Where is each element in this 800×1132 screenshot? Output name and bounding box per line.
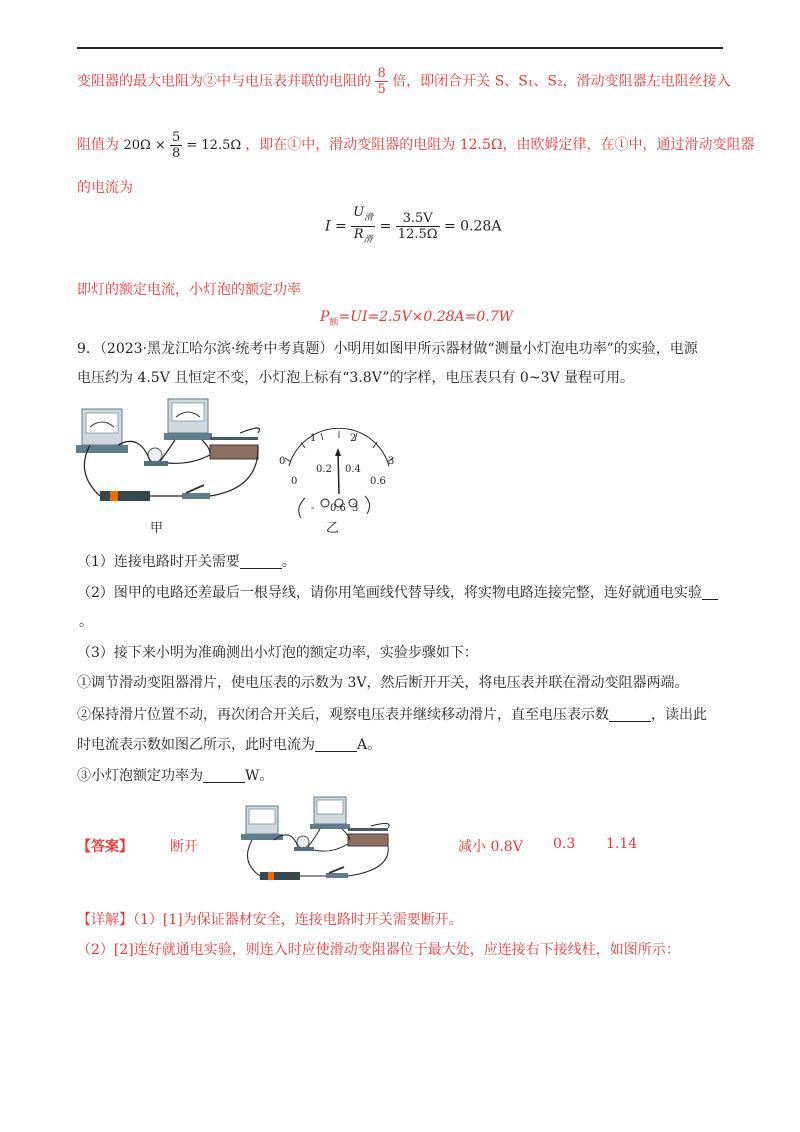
meter-tick-top-0: 0 [279,456,286,467]
meter-terminal-neg: - [311,503,315,514]
header-rule [77,47,723,49]
question-text: 。 [281,554,296,570]
question-text: （2）图甲的电路还差最后一根导线，请你用笔画线代替导线，将实物电路连接完整，连好就通电实验 [77,585,702,601]
solution-text: 的电流为 [77,180,133,196]
solution-line-3 [77,178,133,198]
eq-voltage: 3.5V [396,211,440,227]
fraction-denominator: 5 [377,82,386,97]
question-9-1 [77,552,296,572]
eq-resistance: 12.5Ω [397,227,438,242]
answer-blank[interactable] [702,585,718,600]
eq-current: I = [325,218,347,235]
figure-label-yi: 乙 [326,521,340,536]
math-term: = 12.5Ω [186,138,242,153]
question-9-3: （3）接下来小明为准确测出小灯泡的额定功率，实验步骤如下： [77,645,478,661]
solution-text: 即灯的额定电流，小灯泡的额定功率 [77,282,301,298]
eq-fraction-values [396,211,440,242]
question-9-2-end: 。 [79,614,93,630]
solution-text: ，即在①中，滑动变阻器的电阻为 12.5Ω，由欧姆定律，在①中，通过滑动变阻器 [245,137,755,153]
answer-blank[interactable] [203,768,245,783]
answer-blank[interactable] [609,707,651,722]
switch-icon [326,873,348,878]
solution-line-1 [77,66,731,97]
question-9-3-step-2 [77,705,707,725]
bulb-icon [297,836,309,848]
question-text: ③小灯泡额定功率为 [77,768,203,784]
math-resistance [123,130,245,161]
solution-text: 倍，即闭合开关 S、S₁、S₂，滑动变阻器左电阻丝接入 [392,73,731,90]
fraction-5-8 [170,130,182,161]
rheostat-icon [348,834,388,846]
question-9-3-step-3 [77,766,273,786]
question-text: ，读出此 [651,707,707,723]
fraction-numerator: 8 [377,66,386,81]
detail-line-1: 【详解】（1）[1]为保证器材安全，连接电路时开关需要断开。 [77,912,463,928]
power-sub: 额 [329,318,339,328]
meter-tick-bottom-0: 0 [291,476,298,487]
meter-tick-bottom-2: 0.4 [345,464,361,475]
meter-tick-bottom-3: 0.6 [370,476,386,487]
question-9-line-1: 9．（2023·黑龙江哈尔滨·统考中考真题）小明用如图甲所示器材做“测量小灯泡电功率”的实验，电源 [77,341,698,357]
eq-denominator [351,227,375,248]
math-term: 20Ω × [123,138,166,153]
solution-text: 阻值为 [77,137,119,153]
meter-tick-top-3: 3 [388,456,395,467]
question-text: ②保持滑片位置不动，再次闭合开关后，观察电压表并继续移动滑片，直至电压表示数 [77,707,609,723]
ohm-law-equation [325,205,501,248]
battery-icon [260,872,300,880]
circuit-figure-jia [70,393,270,518]
fraction-8-5 [375,66,387,97]
meter-terminal-3: 3 [352,503,359,514]
question-9-3-step-2-cont [77,735,381,755]
answer-4: 1.14 [606,836,638,852]
power-formula: =UI=2.5V×0.28A=0.7W [338,309,513,325]
answer-label: 【答案】 [77,839,133,855]
question-text: 时电流表示数如图乙所示，此时电流为 [77,737,315,753]
question-text: W。 [245,768,274,784]
solution-text: 变阻器的最大电阻为②中与电压表并联的电阻的 [77,73,371,90]
answer-blank[interactable] [240,554,282,569]
meter-terminal-0-6: 0.6 [330,503,346,514]
answer-1: 断开 [170,839,198,855]
power-equation [320,307,513,333]
question-text: （1）连接电路时开关需要 [77,554,240,570]
question-9-3-step-1: ①调节滑动变阻器滑片，使电压表的示数为 3V，然后断开开关，将电压表并联在滑动变阻器两端。 [77,675,689,691]
rheostat-icon [210,445,258,459]
meter-pointer [338,450,339,494]
answer-blank[interactable] [315,737,357,752]
figure-label-jia: 甲 [150,521,164,536]
meter-tick-bottom-1: 0.2 [316,464,332,475]
detail-line-2: （2）[2]连好就通电实验，则连入时应使滑动变阻器位于最大处，应连接右下接线柱，如图所示： [77,942,680,958]
fraction-denominator: 8 [171,146,181,161]
eq-U: U [353,205,365,220]
fraction-numerator: 5 [171,130,181,145]
eq-equals: = [379,218,392,235]
solution-line-4 [77,280,301,300]
eq-result: = 0.28A [443,218,502,235]
solution-line-2 [77,130,755,161]
question-9-line-2: 电压约为 4.5V 且恒定不变，小灯泡上标有“3.8V”的字样，电压表只有 0~3V 量程可用。 [77,370,635,386]
battery-icon [100,491,150,501]
switch-icon [182,493,210,499]
eq-sub: 滑 [364,213,374,223]
eq-R: R [353,227,364,242]
answer-3: 0.3 [553,836,576,852]
eq-sub: 滑 [363,235,373,245]
meter-tick-top-1: 1 [310,433,317,444]
meter-tick-top-2: 2 [350,433,357,444]
eq-numerator [351,205,375,227]
answer-circuit-figure [236,792,396,892]
question-9-2 [77,583,718,603]
answer-2: 减小 0.8V [458,839,523,855]
power-symbol: P [320,309,330,325]
question-text: A。 [357,737,382,753]
eq-fraction-symbols [351,205,375,248]
